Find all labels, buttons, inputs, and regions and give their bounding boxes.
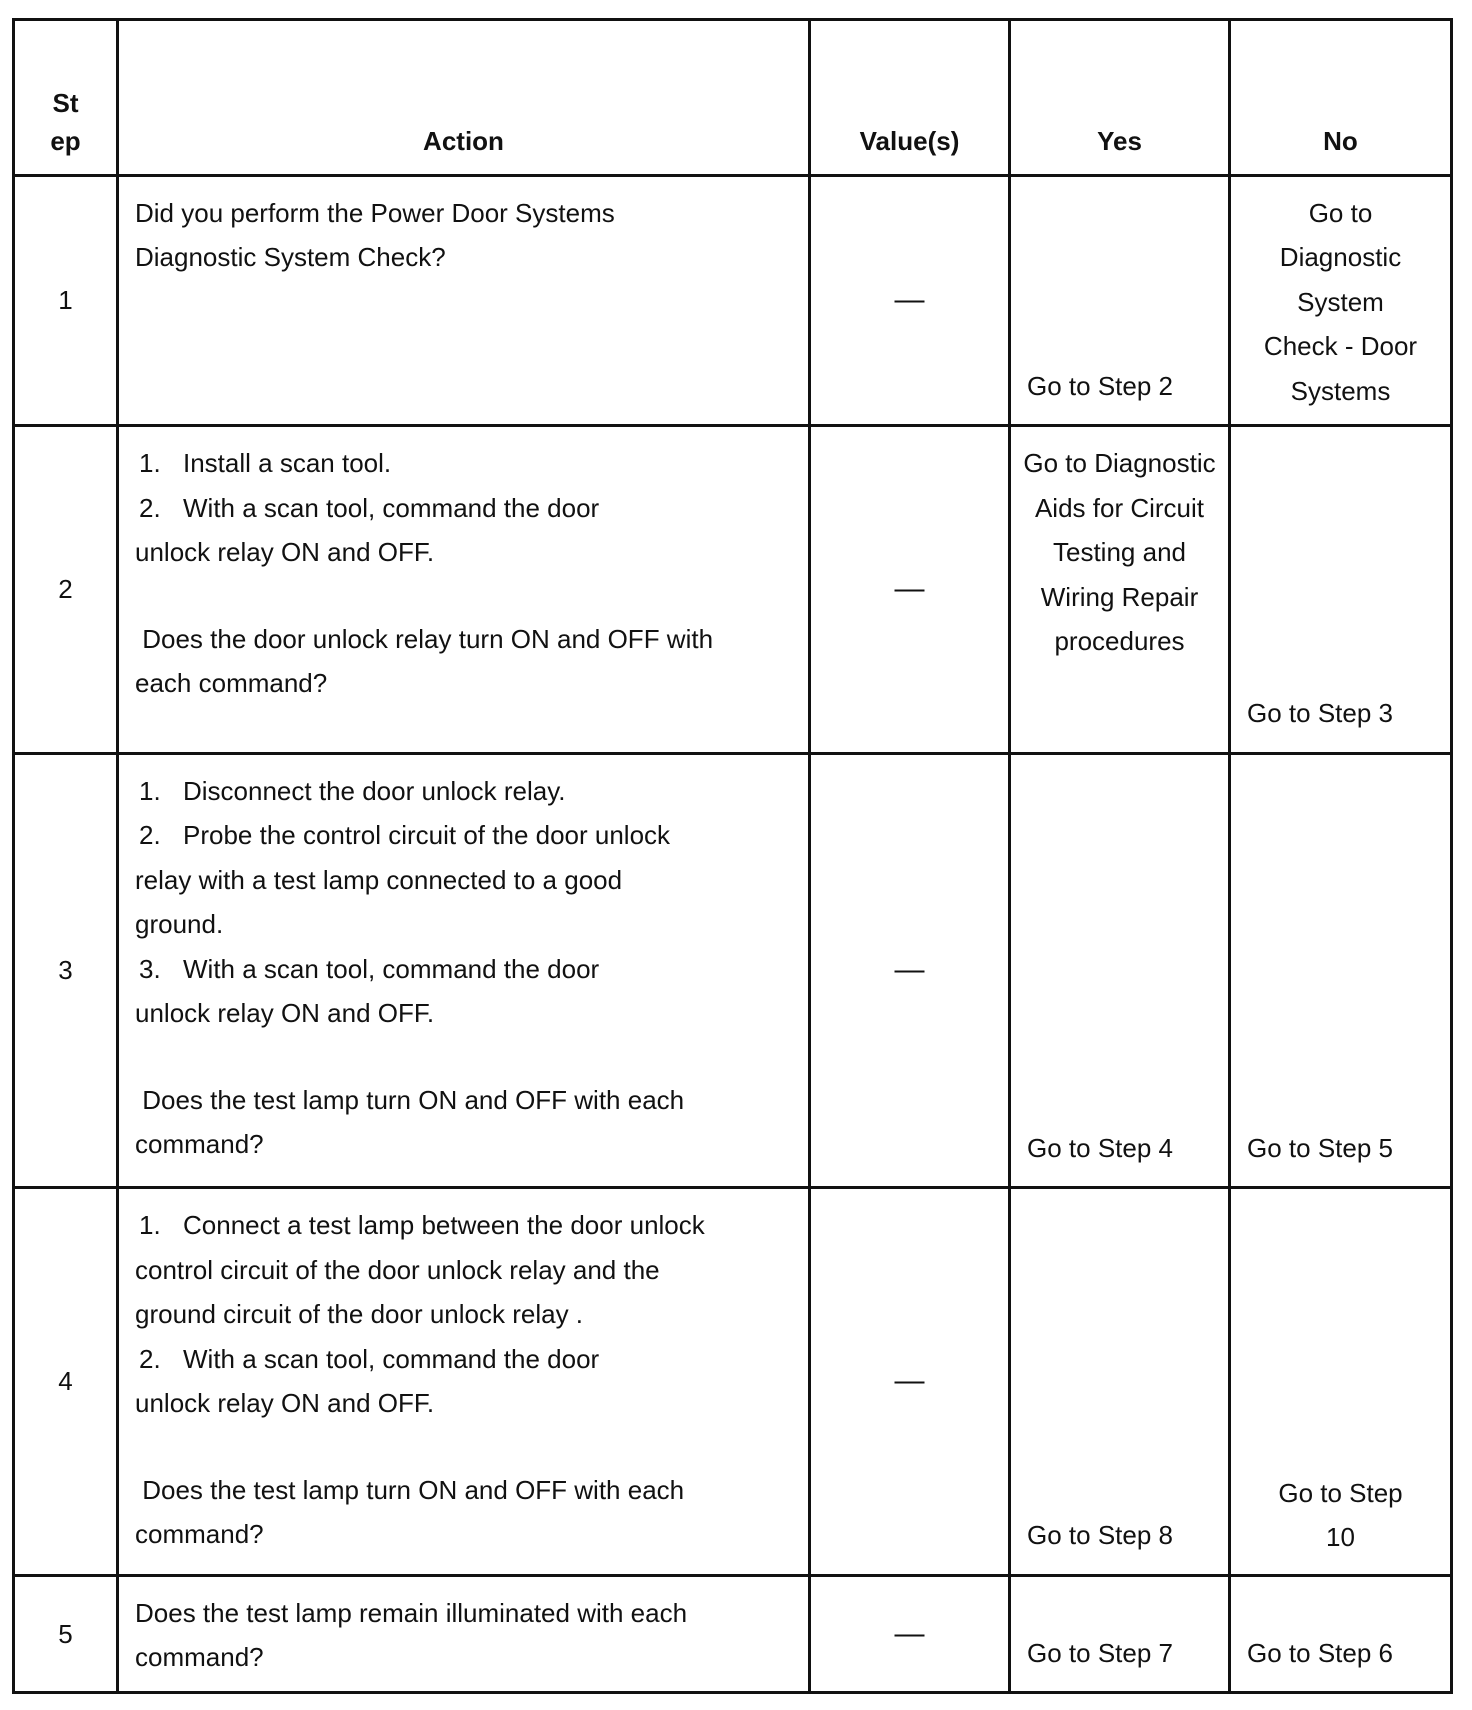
value-cell: — (810, 1188, 1010, 1576)
value-cell: — (810, 426, 1010, 753)
step-number: 1 (14, 175, 118, 426)
action-cell: 1. Connect a test lamp between the door unlock control circuit of the door unlock relay and the ground circuit of the door unlock relay . 2. With a scan tool, command the door unlock relay ON and OFF. Does the test lamp turn ON and OFF with each command? (118, 1188, 810, 1576)
yes-cell: Go to Diagnostic Aids for Circuit Testing and Wiring Repair procedures (1010, 426, 1230, 753)
no-cell: Go to Step 5 (1230, 753, 1452, 1187)
step-number: 2 (14, 426, 118, 753)
value-cell: — (810, 1575, 1010, 1692)
action-cell: 1. Install a scan tool. 2. With a scan tool, command the door unlock relay ON and OFF. Does the door unlock relay turn ON and OFF with each command? (118, 426, 810, 753)
yes-cell: Go to Step 4 (1010, 753, 1230, 1187)
header-action: Action (118, 20, 810, 176)
value-cell: — (810, 175, 1010, 426)
no-cell: Go to Step 3 (1230, 426, 1452, 753)
step-number: 3 (14, 753, 118, 1187)
step-number: 5 (14, 1575, 118, 1692)
diagnostic-table (12, 18, 1453, 1694)
action-cell: Does the test lamp remain illuminated with each command? (118, 1575, 810, 1692)
header-no: No (1230, 20, 1452, 176)
no-cell: Go to Step 10 (1230, 1188, 1452, 1576)
no-cell: Go to Diagnostic System Check - Door Systems (1230, 175, 1452, 426)
yes-cell: Go to Step 7 (1010, 1575, 1230, 1692)
table-row (14, 175, 1452, 426)
action-cell: Did you perform the Power Door Systems Diagnostic System Check? (118, 175, 810, 426)
yes-cell: Go to Step 8 (1010, 1188, 1230, 1576)
table-row (14, 426, 1452, 753)
step-number: 4 (14, 1188, 118, 1576)
action-cell: 1. Disconnect the door unlock relay. 2. Probe the control circuit of the door unlock relay with a test lamp connected to a good ground. 3. With a scan tool, command the door unlock relay ON and OFF. Does the test lamp turn ON and OFF with each command? (118, 753, 810, 1187)
header-yes: Yes (1010, 20, 1230, 176)
no-cell: Go to Step 6 (1230, 1575, 1452, 1692)
value-cell: — (810, 753, 1010, 1187)
table-row (14, 1575, 1452, 1692)
header-row (14, 20, 1452, 176)
table-row (14, 1188, 1452, 1576)
header-step: St ep (14, 20, 118, 176)
yes-cell: Go to Step 2 (1010, 175, 1230, 426)
header-values: Value(s) (810, 20, 1010, 176)
table-row (14, 753, 1452, 1187)
